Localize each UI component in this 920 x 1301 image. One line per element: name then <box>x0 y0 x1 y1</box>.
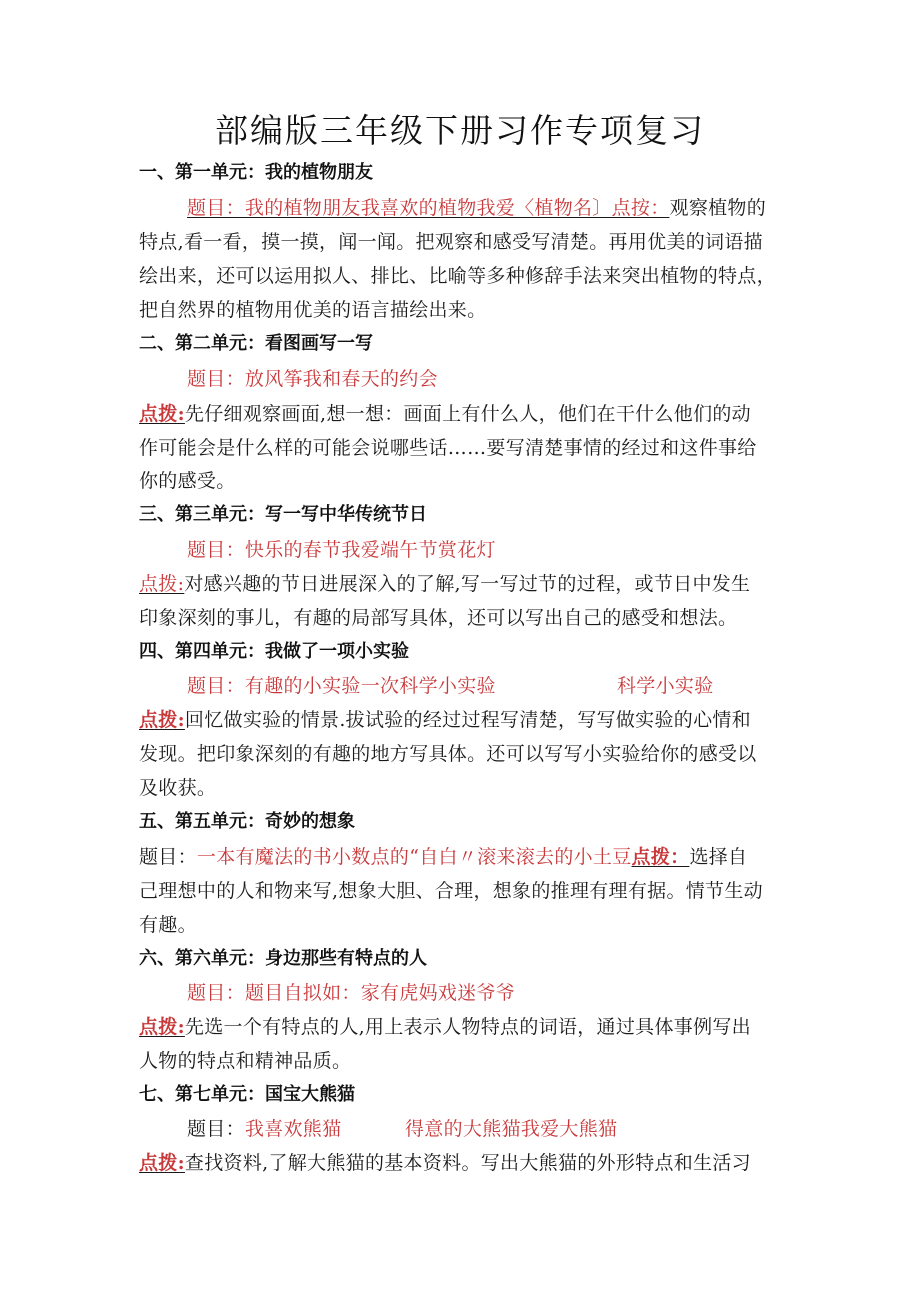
unit-7-topic-prefix: 题目： <box>187 1118 245 1140</box>
unit-7-topic-a: 我喜欢熊猫 <box>244 1118 342 1140</box>
unit-6-guide-line-1 <box>139 1013 751 1041</box>
unit-3-guide-line-1 <box>139 570 750 598</box>
unit-1-guide-line-3: 绘出来，还可以运用拟人、排比、比喻等多种修辞手法来突出植物的特点， <box>139 265 776 287</box>
unit-5-topic: 一本有魔法的书小数点的“自白〃滚来滚去的小土豆 <box>196 846 632 868</box>
unit-1-guide-start: 观察植物的 <box>669 197 767 219</box>
unit-1-heading: 一、第一单元：我的植物朋友 <box>139 162 373 183</box>
unit-4-guide-line-1 <box>139 706 751 734</box>
unit-7-topic-b: 得意的大熊猫我爱大熊猫 <box>405 1118 618 1140</box>
unit-7-guide-line-1 <box>139 1149 751 1177</box>
unit-2-guide-line-2: 作可能会是什么样的可能会说哪些话……要写清楚事情的经过和这件事给 <box>139 437 757 459</box>
unit-6-guide-start: 先选一个有特点的人,用上表示人物特点的词语，通过具体事例写出 <box>184 1016 751 1038</box>
unit-5-topic-prefix: 题目： <box>139 846 197 868</box>
unit-1-topic-line <box>187 194 766 222</box>
unit-1-guide-line-2: 特点,看一看，摸一摸，闻一闻。把观察和感受写清楚。再用优美的词语描 <box>139 231 763 253</box>
unit-2-heading: 二、第二单元：看图画写一写 <box>139 333 373 354</box>
unit-4-topic-a: 题目：有趣的小实验一次科学小实验 <box>187 675 496 697</box>
unit-5-heading: 五、第五单元：奇妙的想象 <box>139 811 355 832</box>
unit-5-guide-line-3: 有趣。 <box>139 914 197 936</box>
unit-4-guide-line-3: 及收获。 <box>139 777 217 799</box>
unit-4-topic-b: 科学小实验 <box>617 675 714 697</box>
unit-4-heading: 四、第四单元：我做了一项小实验 <box>139 641 409 662</box>
unit-3-heading: 三、第三单元：写一写中华传统节日 <box>139 504 427 525</box>
unit-2-guide-start: 先仔细观察画面,想一想：画面上有什么人，他们在干什么他们的动 <box>184 403 751 425</box>
unit-1-guide-line-4: 把自然界的植物用优美的语言描绘出来。 <box>139 299 487 321</box>
unit-4-guide-line-2: 发现。把印象深刻的有趣的地方写具体。还可以写写小实验给你的感受以 <box>139 743 757 765</box>
unit-4-guide-label: 点拨: <box>139 709 185 731</box>
unit-6-topic: 题目：题目自拟如：家有虎妈戏迷爷爷 <box>187 982 516 1004</box>
unit-2-guide-label: 点拨: <box>139 403 185 425</box>
page-title: 部编版三年级下册习作专项复习 <box>215 111 705 150</box>
unit-7-guide-label: 点拨: <box>139 1152 185 1174</box>
unit-7-topic-line <box>187 1115 341 1143</box>
unit-5-guide-label: 点拨： <box>631 846 690 868</box>
unit-4-guide-start: 回忆做实验的情景.拔试验的经过过程写清楚，写写做实验的心情和 <box>184 709 751 731</box>
unit-6-guide-label: 点拨: <box>139 1016 185 1038</box>
unit-3-guide-start: 对感兴趣的节日进展深入的了解,写一写过节的过程，或节日中发生 <box>184 573 751 595</box>
unit-5-guide-start: 选择自 <box>689 846 748 868</box>
unit-2-topic: 题目：放风筝我和春天的约会 <box>187 368 438 390</box>
unit-3-guide-line-2: 印象深刻的事儿，有趣的局部写具体，还可以写出自己的感受和想法。 <box>139 607 738 629</box>
unit-6-heading: 六、第六单元：身边那些有特点的人 <box>139 948 427 969</box>
unit-2-guide-line-1 <box>139 400 751 428</box>
unit-6-guide-line-2: 人物的特点和精神品质。 <box>139 1050 352 1072</box>
unit-7-heading: 七、第七单元：国宝大熊猫 <box>139 1084 355 1105</box>
unit-5-topic-line <box>139 843 747 871</box>
unit-3-guide-label: 点拨: <box>139 573 185 595</box>
unit-1-topic: 题目：我的植物朋友我喜欢的植物我爱〈植物名〕点按： <box>187 197 670 219</box>
unit-7-guide-start: 查找资料,了解大熊猫的基本资料。写出大熊猫的外形特点和生活习 <box>184 1152 751 1174</box>
unit-3-topic: 题目：快乐的春节我爱端午节赏花灯 <box>187 539 496 561</box>
unit-2-guide-line-3: 你的感受。 <box>139 470 236 492</box>
unit-5-guide-line-2: 己理想中的人和物来写,想象大胆、合理，想象的推理有理有据。情节生动 <box>139 880 763 902</box>
